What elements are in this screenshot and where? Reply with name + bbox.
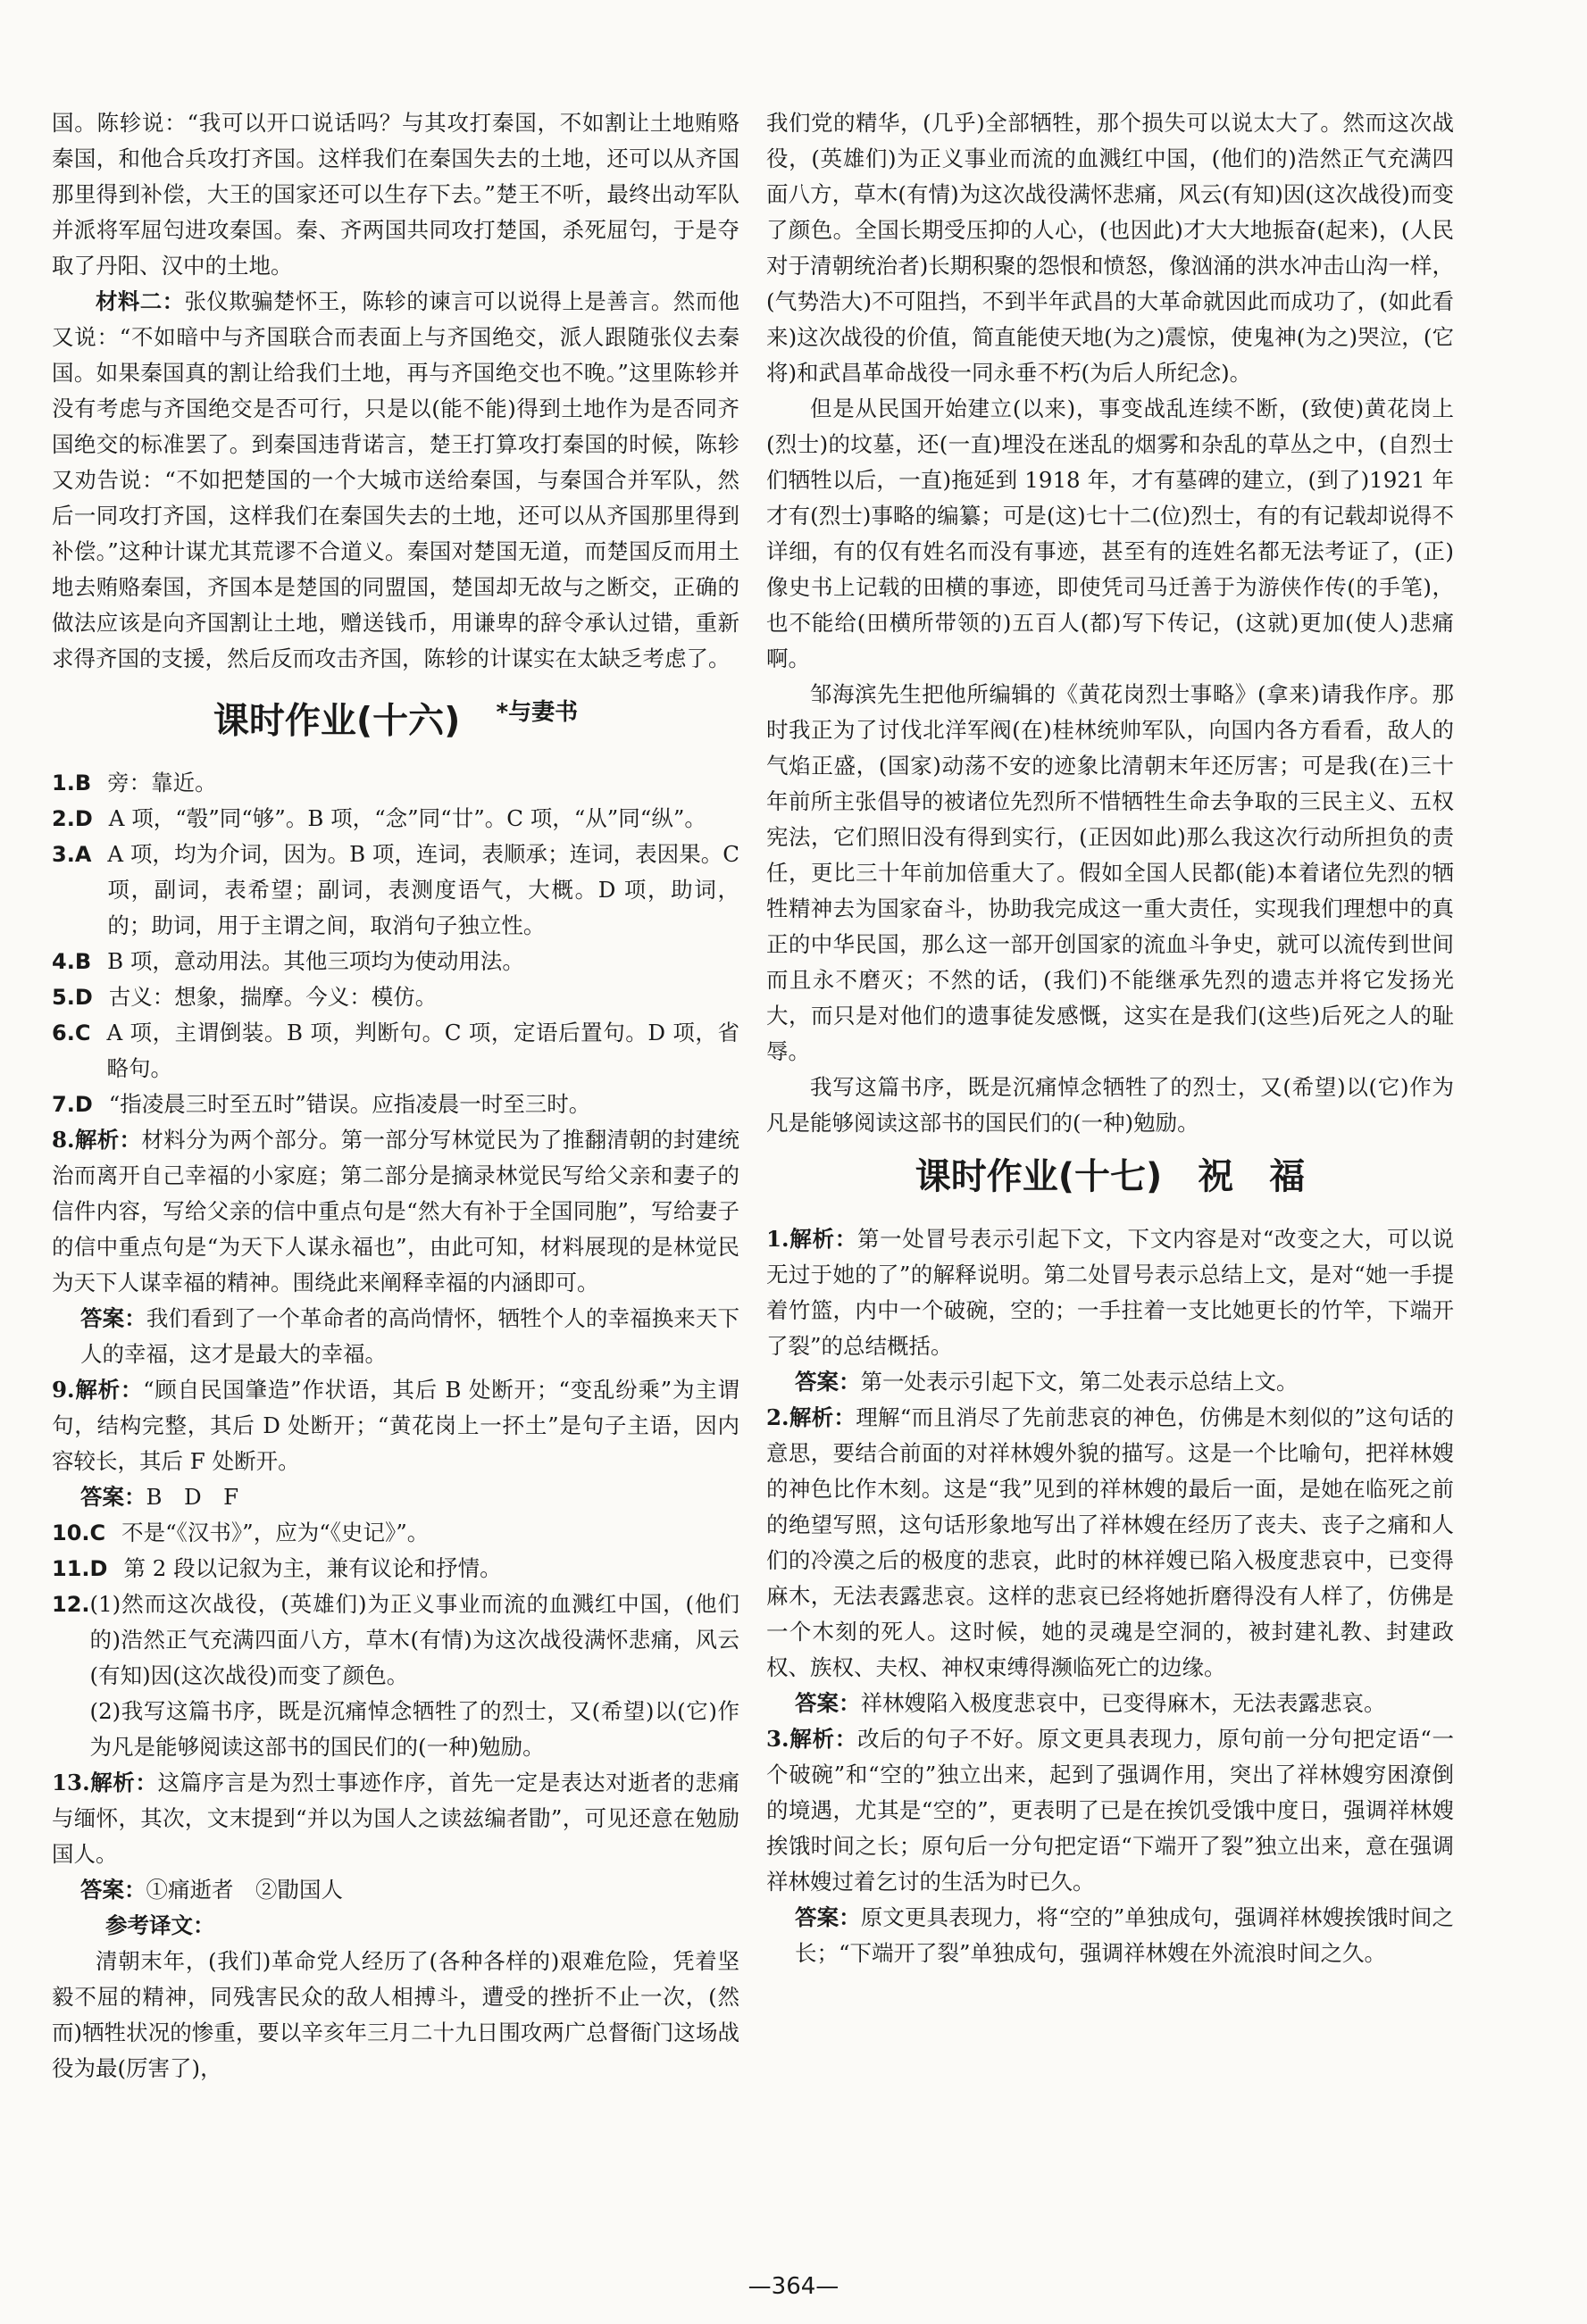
item-text: A 项，主谓倒装。B 项，判断句。C 项，定语后置句。D 项，省略句。 (106, 1020, 739, 1082)
item-answer: D (74, 1092, 93, 1118)
analysis-label: 13.解析： (52, 1770, 158, 1796)
answer-item-12 (52, 1587, 739, 1765)
analysis-text: 这篇序言是为烈士事迹作序，首先一定是表达对逝者的悲痛与缅怀，其次，文末提到“并以为国人之读兹编者勖”，可见还意在勉励国人。 (52, 1770, 739, 1868)
analysis-label: 9.解析： (52, 1377, 144, 1404)
answer-item-1 (52, 765, 739, 801)
analysis-text: 改后的句子不好。原文更具表现力，原句前一分句把定语“一个破碗”和“空的”独立出来，起到了强调作用，突出了祥林嫂穷困潦倒的境遇，尤其是“空的”，更表明了已是在挨饥受饿中度日，强调祥林嫂挨饿时间之长；原句后一分句把定语“下端开了裂”独立出来，意在强调祥林嫂过着乞讨的生活为时已久。 (766, 1726, 1454, 1895)
item-number: 6. (52, 1020, 75, 1046)
reference-translation-label: 参考译文： (105, 1912, 215, 1939)
item-text: A 项，“彀”同“够”。B 项，“念”同“廿”。C 项，“从”同“纵”。 (108, 805, 706, 832)
answer-text: 第一处表示引起下文，第二处表示总结上文。 (860, 1369, 1299, 1395)
heading-title: 课时作业(十六) (213, 700, 461, 742)
answer-label: 答案： (80, 1305, 146, 1332)
left-para-1: 国。陈轸说：“我可以开口说话吗？与其攻打秦国，不如割让土地贿赂秦国，和他合兵攻打齐国。这样我们在秦国失去的土地，还可以从齐国那里得到补偿，大王的国家还可以生存下去。”楚王不听，最终出动军队并派将军屈匄进攻秦国。秦、齐两国共同攻打楚国，杀死屈匄，于是夺取了丹阳、汉中的土地。 (52, 110, 739, 279)
answer-item-9-answer (52, 1479, 739, 1515)
answer-label: 答案： (795, 1690, 861, 1716)
item-answer: C (74, 1020, 91, 1046)
item-text: 古义：想象，揣摩。今义：模仿。 (108, 984, 438, 1011)
item-answer: B (74, 949, 92, 975)
analysis-text: 材料分为两个部分。第一部分写林觉民为了推翻清朝的封建统治而离开自己幸福的小家庭；第二部分是摘录林觉民写给父亲和妻子的信件内容，写给父亲的信中重点句是“然大有补于全国同胞”，写给妻子的信中重点句是“为天下人谋永福也”，由此可知，材料展现的是林觉民为天下人谋幸福的精神。围绕此来阐释幸福的内涵即可。 (52, 1127, 740, 1296)
answer-item-3 (52, 837, 739, 944)
answer-text: 我们看到了一个革命者的高尚情怀，牺牲个人的幸福换来天下人的幸福，这才是最大的幸福。 (80, 1305, 739, 1368)
q1-answer (766, 1364, 1454, 1400)
q3-analysis (766, 1721, 1454, 1900)
analysis-label: 3.解析： (766, 1726, 857, 1752)
material-two-text: 张仪欺骗楚怀王，陈轸的谏言可以说得上是善言。然而他又说：“不如暗中与齐国联合而表面上与齐国绝交，派人跟随张仪去秦国。如果秦国真的割让给我们土地，再与齐国绝交也不晚。”这里陈轸并没有考虑与齐国绝交是否可行，只是以(能不能)得到土地作为是否同齐国绝交的标准罢了。到秦国违背诺言，楚王打算攻打秦国的时候，陈轸又劝告说：“不如把楚国的一个大城市送给秦国，与秦国合并军队，然后一同攻打齐国，这样我们在秦国失去的土地，还可以从齐国那里得到补偿。”这种计谋尤其荒谬不合道义。秦国对楚国无道，而楚国反而用土地去贿赂秦国，齐国本是楚国的同盟国，楚国却无故与之断交，正确的做法应该是向齐国割让土地，赠送钱币，用谦卑的辞令承认过错，重新求得齐国的支援，然后反而攻击齐国，陈轸的计谋实在太缺乏考虑了。 (52, 288, 739, 671)
q2-answer (766, 1686, 1454, 1721)
left-para-2 (52, 284, 739, 677)
right-para-2: 但是从民国开始建立(以来)，事变战乱连续不断，(致使)黄花岗上(烈士)的坟墓，还(一直)埋没在迷乱的烟雾和杂乱的草丛之中，(自烈士们牺牲以后，一直)拖延到 1918 年，才有墓碑的建立，(到了)1921 年才有(烈士)事略的编纂；可是(这)七十二(位)烈士，有的有记载却说得不详细，有的仅有姓名而没有事迹，甚至有的连姓名都无法考证了，(正)像史书上记载的田横的事迹，即使凭司马迁善于为游侠作传(的手笔)，也不能给(田横所带领的)五百人(都)写下传记，(这就)更加(使人)悲痛啊。 (766, 396, 1454, 671)
item-number: 1. (52, 771, 75, 796)
answer-text: 原文更具表现力，将“空的”单独成句，强调祥林嫂挨饿时间之长；“下端开了裂”单独成句，强调祥林嫂在外流浪时间之久。 (795, 1904, 1454, 1966)
item-text: 不是“《汉书》”，应为“《史记》”。 (121, 1520, 430, 1546)
page-number: —364— (748, 2273, 839, 2300)
answer-label: 答案： (80, 1877, 146, 1903)
section-heading-17: 课时作业(十七) 祝 福 (915, 1156, 1306, 1197)
answer-label: 答案： (795, 1904, 861, 1930)
answer-item-11 (52, 1551, 739, 1587)
reference-translation-text: 清朝末年，(我们)革命党人经历了(各种各样的)艰难危险，凭着坚毅不屈的精神，同残害民众的敌人相搏斗，遭受的挫折不止一次，(然而)牺牲状况的惨重，要以辛亥年三月二十九日围攻两广总督衙门这场战役为最(厉害了)， (52, 1948, 739, 2082)
item-12-body (90, 1587, 739, 1765)
analysis-text: “顾自民国肇造”作状语，其后 B 处断开；“变乱纷乘”为主谓句，结构完整，其后 D 处断开；“黄花岗上一抔土”是句子主语，因内容较长，其后 F 处断开。 (52, 1377, 739, 1475)
item-number: 12. (52, 1592, 90, 1618)
item-number: 7. (52, 1092, 75, 1118)
analysis-label: 1.解析： (766, 1226, 857, 1252)
answer-item-6 (52, 1015, 739, 1087)
answer-text: 祥林嫂陷入极度悲哀中，已变得麻木，无法表露悲哀。 (860, 1690, 1386, 1716)
answer-label: 答案： (80, 1484, 146, 1511)
answer-label: 答案： (795, 1369, 861, 1395)
item-text: A 项，均为介词，因为。B 项，连词，表顺承；连词，表因果。C 项，副词，表希望；副词，表测度语气，大概。D 项，助词，的；助词，用于主谓之间，取消句子独立性。 (107, 841, 739, 939)
item-answer: A (74, 842, 92, 868)
q1-analysis (766, 1221, 1454, 1364)
right-para-3: 邹海滨先生把他所编辑的《黄花岗烈士事略》(拿来)请我作序。那时我正为了讨伐北洋军阀(在)桂林统帅军队，向国内各方看看，敌人的气焰正盛，(国家)动荡不安的迹象比清朝末年还厉害；可是我(在)三十年前所主张倡导的被诸位先烈所不惜牺牲生命去争取的三民主义、五权宪法，它们照旧没有得到实行，(正因如此)那么我这次行动所担负的责任，更比三十年前加倍重大了。假如全国人民都(能)本着诸位先烈的牺牲精神去为国家奋斗，协助我完成这一重大责任，实现我们理想中的真正的中华民国，那么这一部开创国家的流血斗争史，就可以流传到世间而且永不磨灭；不然的话，(我们)不能继承先烈的遗志并将它发扬光大，而只是对他们的遗事徒发感慨，这实在是我们(这些)后死之人的耻辱。 (766, 681, 1454, 1064)
item-text: B 项，意动用法。其他三项均为使动用法。 (107, 948, 524, 975)
analysis-label: 8.解析： (52, 1127, 142, 1154)
item-answer: C (89, 1520, 106, 1546)
answer-text: B D F (146, 1484, 239, 1511)
right-para-4: 我写这篇书序，既是沉痛悼念牺牲了的烈士，又(希望)以(它)作为凡是能够阅读这部书的国民们的(一种)勉励。 (766, 1074, 1454, 1136)
material-two-label: 材料二： (96, 288, 185, 314)
item-answer: D (74, 985, 93, 1011)
section-heading-16 (52, 686, 739, 747)
q2-analysis (766, 1400, 1454, 1686)
item-answer: D (89, 1556, 108, 1582)
heading-subtitle: *与妻书 (496, 699, 579, 726)
item-number: 11. (52, 1556, 90, 1582)
answer-item-13-answer (52, 1872, 739, 1908)
answer-item-4 (52, 944, 739, 979)
analysis-label: 2.解析： (766, 1404, 856, 1430)
left-column (52, 105, 739, 2087)
item-12-part-2: (2)我写这篇书序，既是沉痛悼念牺牲了的烈士，又(希望)以(它)作为凡是能够阅读这部书的国民们的(一种)勉励。 (89, 1698, 739, 1761)
item-12-part-1: (1)然而这次战役，(英雄们)为正义事业而流的血溅红中国，(他们的)浩然正气充满四面八方，草木(有情)为这次战役满怀悲痛，风云(有知)因(这次战役)而变了颜色。 (89, 1591, 739, 1689)
answer-item-8-analysis (52, 1122, 739, 1301)
answer-text: ①痛逝者 ②勖国人 (146, 1877, 343, 1903)
answer-item-2 (52, 801, 739, 837)
right-column (766, 105, 1454, 1971)
analysis-text: 理解“而且消尽了先前悲哀的神色，仿佛是木刻似的”这句话的意思，要结合前面的对祥林嫂外貌的描写。这是一个比喻句，把祥林嫂的神色比作木刻。这是“我”见到的祥林嫂的最后一面，是她在临死之前的绝望写照，这句话形象地写出了祥林嫂在经历了丧夫、丧子之痛和人们的冷漠之后的极度的悲哀，此时的林祥嫂已陷入极度悲哀中，已变得麻木，无法表露悲哀。这样的悲哀已经将她折磨得没有人样了，仿佛是一个木刻的死人。这时候，她的灵魂是空洞的，被封建礼教、封建政权、族权、夫权、神权束缚得濒临死亡的边缘。 (766, 1404, 1454, 1680)
item-answer: D (74, 806, 93, 832)
answer-item-13-analysis (52, 1765, 739, 1872)
item-number: 10. (52, 1520, 90, 1546)
answer-item-8-answer (52, 1301, 739, 1372)
item-text: 旁：靠近。 (107, 770, 217, 796)
item-number: 2. (52, 806, 75, 832)
answer-item-10 (52, 1515, 739, 1551)
item-number: 3. (52, 842, 75, 868)
item-text: “指凌晨三时至五时”错误。应指凌晨一时至三时。 (108, 1091, 591, 1118)
answer-item-7 (52, 1087, 739, 1122)
right-para-1: 我们党的精华，(几乎)全部牺牲，那个损失可以说太大了。然而这次战役，(英雄们)为正义事业而流的血溅红中国，(他们的)浩然正气充满四面八方，草木(有情)为这次战役满怀悲痛，风云(有知)因(这次战役)而变了颜色。全国长期受压抑的人心，(也因此)才大大地振奋(起来)，(人民对于清朝统治者)长期积聚的怨恨和愤怒，像汹涌的洪水冲击山沟一样，(气势浩大)不可阻挡，不到半年武昌的大革命就因此而成功了，(如此看来)这次战役的价值，简直能使天地(为之)震惊，使鬼神(为之)哭泣，(它将)和武昌革命战役一同永垂不朽(为后人所纪念)。 (766, 110, 1454, 386)
answer-item-9-analysis (52, 1372, 739, 1479)
answer-item-5 (52, 979, 739, 1015)
item-text: 第 2 段以记叙为主，兼有议论和抒情。 (123, 1555, 502, 1582)
item-answer: B (74, 771, 92, 796)
q3-answer (766, 1900, 1454, 1971)
item-number: 4. (52, 949, 75, 975)
analysis-text: 第一处冒号表示引起下文，下文内容是对“改变之大，可以说无过于她的了”的解释说明。第二处冒号表示总结上文，是对“她一手提着竹篮，内中一个破碗，空的；一手拄着一支比她更长的竹竿，下端开了裂”的总结概括。 (766, 1226, 1454, 1359)
item-number: 5. (52, 985, 75, 1011)
